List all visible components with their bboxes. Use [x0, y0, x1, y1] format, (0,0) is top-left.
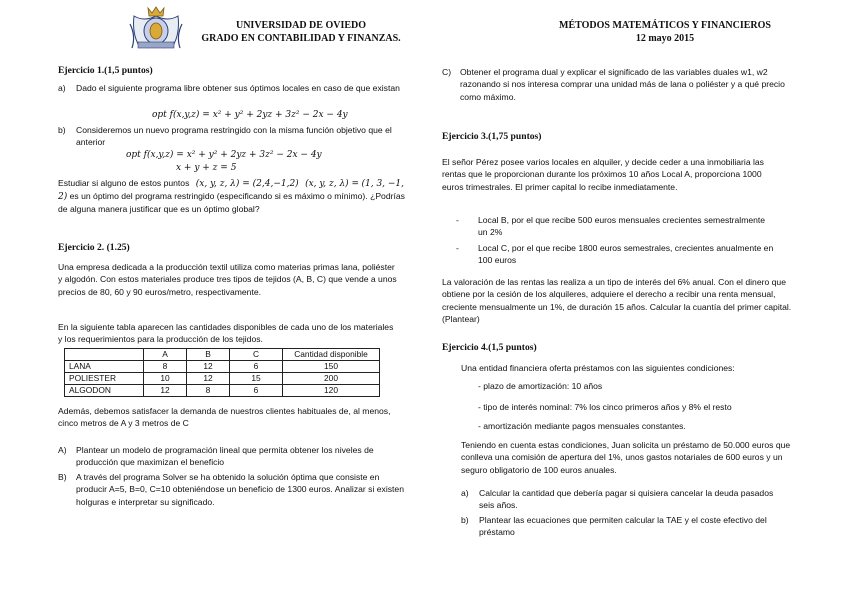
table-cell: LANA: [65, 361, 144, 373]
ex1-closing-2: es un óptimo del programa restringido (especificando si es máximo o mínimo). ¿Podrías de alguna manera justificar que es un óptimo global?: [58, 191, 405, 214]
table-header-cell: Cantidad disponible: [283, 349, 380, 361]
table-cell: 6: [230, 361, 283, 373]
university-seal-logo: [128, 6, 184, 50]
table-cell: POLIESTER: [65, 373, 144, 385]
table-cell: 8: [187, 385, 230, 397]
ex4-para: Teniendo en cuenta estas condiciones, Juan solicita un préstamo de 50.000 euros que conlleva una comisión de apertura del 1%, unos gastos notariales de 600 euros y un seguro obligatorio de 100 euros anuales.: [461, 440, 791, 475]
materials-table: [64, 348, 380, 397]
ex1-closing: [58, 177, 406, 215]
ex1-point2: (x, y, z, λ) =: [305, 179, 360, 189]
ex1-title: Ejercicio 1.(1,5 puntos): [58, 65, 153, 76]
header-university: [196, 19, 406, 45]
table-cell: 12: [144, 385, 187, 397]
bullet-mark: -: [456, 243, 459, 253]
table-cell: 12: [187, 373, 230, 385]
ex2-B-text: A través del programa Solver se ha obtenido la solución óptima que consiste en producir A=5, B=0, C=10 obteniéndose un beneficio de 1300 euros. Analizar si existen holguras e interpretar su significado.: [76, 472, 404, 507]
ex3-bullet-1: [456, 214, 776, 239]
ex1-item-b: [58, 124, 404, 149]
ex2-B-label: B): [58, 472, 67, 482]
ex3-bullet-2: [456, 242, 776, 267]
ex4-b-text: Plantear las ecuaciones que permiten calcular la TAE y el coste efectivo del préstamo: [479, 515, 767, 538]
table-header-cell: C: [230, 349, 283, 361]
ex3-para1: El señor Pérez posee varios locales en alquiler, y decide ceder a una inmobiliaria las rentas que le proporcionan durante los próximos 10 años Local A, proporciona 1000 euros trimestrales. El primer capital lo recibe inmediatamente.: [442, 157, 764, 192]
table-header-cell: [65, 349, 144, 361]
ex4-a-label: a): [461, 488, 469, 498]
ex2-para1: Una empresa dedicada a la producción textil utiliza como materias primas lana, poliéster y algodón. Con estos materiales produce tres tipos de tejidos (A, B, C) que vende a unos precios de 80, 60 y 90 euros/metro, respectivamente.: [58, 262, 397, 297]
table-row: [65, 373, 380, 385]
ex2-para3: Además, debemos satisfacer la demanda de nuestros clientes habituales de, al menos, cinco metros de A y 3 metros de C: [58, 406, 391, 429]
table-cell: 8: [144, 361, 187, 373]
ex2-C-text: Obtener el programa dual y explicar el significado de las variables duales w1, w2 razonando si nos interesa comprar una unidad más de lana o poliéster y a qué precio como máximo.: [460, 67, 785, 102]
header-left-line1: UNIVERSIDAD DE OVIEDO: [235, 20, 367, 31]
ex2-item-A: [58, 444, 404, 469]
ex1-b-label: b): [58, 125, 66, 135]
ex4-item-a: [461, 487, 789, 512]
ex3-bullet1-text: Local B, por el que recibe 500 euros mensuales crecientes semestralmente un 2%: [478, 215, 766, 238]
header-right-line1: MÉTODOS MATEMÁTICOS Y FINANCIEROS: [559, 20, 771, 31]
ex2-A-text: Plantear un modelo de programación lineal que permita obtener los niveles de producción que maximizan el beneficio: [76, 445, 374, 468]
table-cell: 15: [230, 373, 283, 385]
table-cell: 200: [283, 373, 380, 385]
ex2-item-B: [58, 471, 404, 508]
table-cell: ALGODON: [65, 385, 144, 397]
table-header-cell: A: [144, 349, 187, 361]
ex2-para2: En la siguiente tabla aparecen las cantidades disponibles de cada uno de los materiales y los requerimientos para la producción de los tejidos.: [58, 322, 394, 345]
ex3-title: Ejercicio 3.(1,75 puntos): [442, 131, 542, 142]
ex1-a-text: Dado el siguiente programa libre obtener sus óptimos locales en caso de que existan: [76, 83, 400, 93]
ex4-a-text: Calcular la cantidad que debería pagar si quisiera cancelar la deuda pasados seis años.: [479, 488, 774, 511]
ex4-title: Ejercicio 4.(1,5 puntos): [442, 342, 537, 353]
ex3-para2: La valoración de las rentas las realiza a un tipo de interés del 6% anual. Con el dinero que obtiene por la cesión de los alquileres, adquiere el derecho a recibir una renta mensual, creciente mensualmente un 1%, de duración 15 años. Calcular la cuantía del primer capital. (Plantear): [442, 277, 792, 325]
ex4-condition-1: - plazo de amortización: 10 años: [478, 381, 603, 391]
table-header-row: [65, 349, 380, 361]
ex4-condition-3: - amortización mediante pagos mensuales constantes.: [478, 421, 686, 431]
table-cell: 10: [144, 373, 187, 385]
ex1-b-formula-objective: opt f(x,y,z) = x² + y² + 2yz + 3z² − 2x − 4y: [126, 150, 322, 160]
ex2-title: Ejercicio 2. (1.25): [58, 242, 130, 253]
table-cell: 120: [283, 385, 380, 397]
table-row: [65, 385, 380, 397]
ex1-a-label: a): [58, 83, 66, 93]
ex1-point1: (x, y, z, λ) = (2,4,−1,2): [195, 179, 299, 189]
table-header-cell: B: [187, 349, 230, 361]
ex1-a-formula: opt f(x,y,z) = x² + y² + 2yz + 3z² − 2x − 4y: [152, 110, 348, 120]
ex1-item-a: [58, 82, 404, 94]
header-course: [545, 19, 785, 45]
ex4-intro: Una entidad financiera oferta préstamos con las siguientes condiciones:: [461, 363, 735, 373]
ex1-point2b: (1, 3, −1, 2): [58, 179, 405, 202]
table-cell: 150: [283, 361, 380, 373]
ex4-condition-2: - tipo de interés nominal: 7% los cinco primeros años y 8% el resto: [478, 402, 732, 412]
ex2-C-label: C): [442, 67, 452, 77]
ex2-item-C: [442, 66, 792, 103]
ex4-b-label: b): [461, 515, 469, 525]
ex1-closing-1: Estudiar si alguno de estos puntos: [58, 178, 190, 188]
ex1-b-text: Consideremos un nuevo programa restringido con la misma función objetivo que el anterior: [76, 125, 392, 148]
bullet-mark: -: [456, 215, 459, 225]
table-cell: 12: [187, 361, 230, 373]
ex4-item-b: [461, 514, 789, 539]
table-cell: 6: [230, 385, 283, 397]
header-left-line2: GRADO EN CONTABILIDAD Y FINANZAS.: [201, 33, 401, 44]
table-row: [65, 361, 380, 373]
header-right-line2: 12 mayo 2015: [635, 33, 695, 44]
ex3-bullet2-text: Local C, por el que recibe 1800 euros semestrales, crecientes anualmente en 100 euros: [478, 243, 774, 266]
ex2-A-label: A): [58, 445, 67, 455]
ex1-b-formula-constraint: x + y + z = 5: [176, 163, 237, 173]
